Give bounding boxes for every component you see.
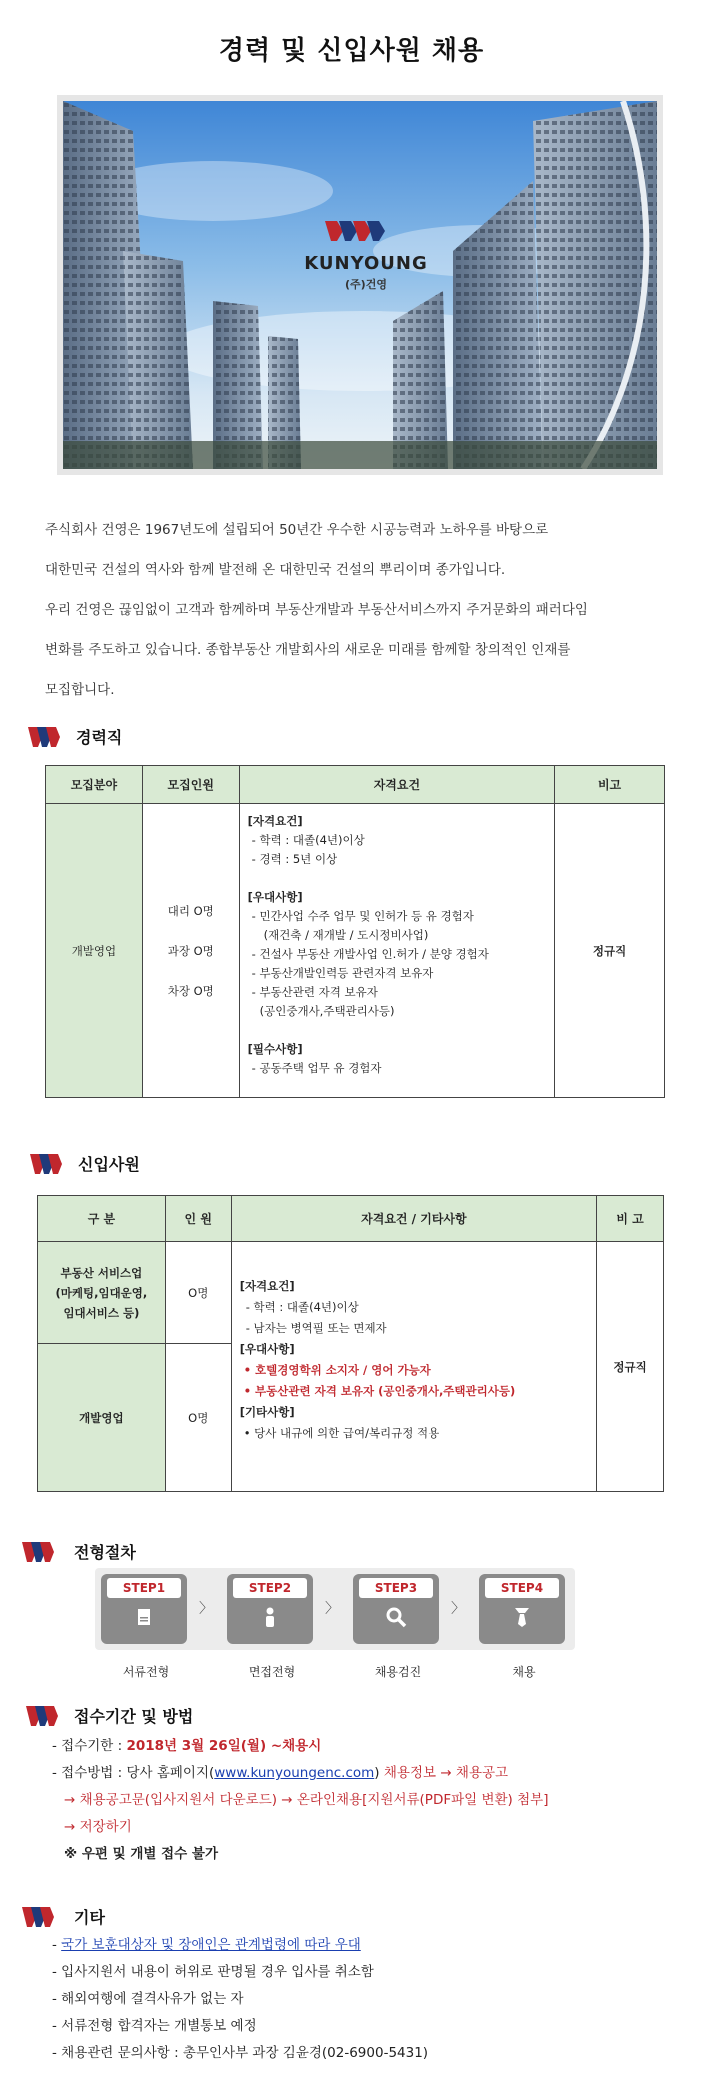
- list-item: - 서류전형 합격자는 개별통보 예정: [52, 2018, 257, 2034]
- count-line: 차장 O명: [167, 983, 214, 998]
- intro-line: 주식회사 건영은 1967년도에 설립되어 50년간 우수한 시공능력과 노하우를 바탕으로: [45, 522, 549, 538]
- step-card-3: [353, 1574, 439, 1644]
- req-item: (재건축 / 재개발 / 도시정비사업): [263, 928, 429, 942]
- table-header: 모집분야: [46, 766, 143, 804]
- logo-block: [63, 249, 663, 292]
- count-line: 과장 O명: [167, 943, 214, 958]
- section-title: 기타: [74, 1908, 105, 1927]
- req-heading: [필수사항]: [247, 1042, 303, 1056]
- apply-method-label: - 접수방법 : 당사 홈페이지(: [52, 1765, 215, 1781]
- count-line: 대리 O명: [167, 903, 214, 918]
- apply-details: [52, 1733, 548, 1868]
- step-card-2: [227, 1574, 313, 1644]
- logo-text: KUNYOUNG: [304, 253, 428, 274]
- career-counts: [142, 804, 239, 1098]
- step-label: 면접전형: [248, 1665, 296, 1679]
- brand-mark-icon: [26, 1706, 64, 1726]
- req-item: - 부동산관련 자격 보유자: [251, 985, 378, 999]
- list-item: - 입사지원서 내용이 허위로 판명될 경우 입사를 취소함: [52, 1964, 374, 1980]
- list-prefix: -: [52, 1937, 62, 1953]
- section-process-heading: [22, 1540, 136, 1563]
- newhire-field-1: 부동산 서비스업 (마케팅,임대운영, 임대서비스 등): [38, 1242, 166, 1344]
- apply-period-value: 2018년 3월 26일(월) ~채용시: [126, 1738, 322, 1754]
- req-heading: [우대사항]: [239, 1342, 295, 1356]
- person-icon: [259, 1606, 281, 1628]
- list-item: [52, 1932, 428, 1959]
- req-heading: [우대사항]: [247, 890, 303, 904]
- apply-method-path-2: → 채용공고문(입사지원서 다운로드) → 온라인채용[지원서류(PDF파일 변환) 첨부]: [64, 1792, 549, 1808]
- tie-icon: [511, 1606, 533, 1628]
- section-title: 신입사원: [78, 1155, 140, 1174]
- list-item: - 채용관련 문의사항 : 총무인사부 과장 김윤경(02-6900-5431): [52, 2045, 429, 2061]
- step-card-1: [101, 1574, 187, 1644]
- intro-line: 우리 건영은 끊임없이 고객과 함께하며 부동산개발과 부동산서비스까지 주거문화의 패러다임: [45, 602, 588, 618]
- step-label: 채용검진: [374, 1665, 422, 1679]
- search-icon: [385, 1606, 407, 1628]
- brand-mark-icon: [22, 1542, 60, 1562]
- req-heading: [자격요건]: [239, 1279, 295, 1293]
- table-row: [38, 1242, 664, 1344]
- career-table: [45, 765, 665, 1098]
- table-header: 자격요건 / 기타사항: [231, 1196, 596, 1242]
- intro-line: 모집합니다.: [45, 682, 115, 698]
- req-item: • 부동산관련 자격 보유자 (공인중개사,주택관리사등): [243, 1384, 516, 1398]
- career-note: 정규직: [555, 804, 665, 1098]
- chevron-right-icon: 〉: [451, 1601, 465, 1617]
- section-career-heading: [28, 725, 122, 748]
- page-title: 경력 및 신입사원 채용: [218, 36, 485, 66]
- intro-line: 변화를 주도하고 있습니다. 종합부동산 개발회사의 새로운 미래를 함께할 창의적인 인재를: [45, 642, 571, 658]
- req-item: • 당사 내규에 의한 급여/복리규정 적용: [243, 1426, 440, 1440]
- table-header: 비 고: [597, 1196, 664, 1242]
- apply-period: [52, 1733, 548, 1760]
- veterans-preference-link[interactable]: 국가 보훈대상자 및 장애인은 관계법령에 따라 우대: [61, 1937, 361, 1953]
- req-item: (공인중개사,주택관리사등): [259, 1004, 395, 1018]
- etc-list: [52, 1932, 428, 2067]
- section-newhire-heading: [30, 1152, 140, 1175]
- list-item: - 해외여행에 결격사유가 없는 자: [52, 1991, 244, 2007]
- req-item: - 공동주택 업무 유 경험자: [251, 1061, 382, 1075]
- req-item: - 남자는 병역필 또는 면제자: [245, 1321, 387, 1335]
- req-item: - 민간사업 수주 업무 및 인허가 등 유 경험자: [251, 909, 474, 923]
- process-steps: [95, 1568, 575, 1650]
- table-header: 자격요건: [239, 766, 554, 804]
- newhire-requirements: [231, 1242, 596, 1492]
- table-header-row: [38, 1196, 664, 1242]
- newhire-table: [37, 1195, 664, 1492]
- req-item: - 학력 : 대졸(4년)이상: [245, 1300, 359, 1314]
- req-item: - 건설사 부동산 개발사업 인.허가 / 분양 경험자: [251, 947, 489, 961]
- chevron-right-icon: 〉: [325, 1601, 339, 1617]
- apply-method-path-1: 채용정보 → 채용공고: [379, 1765, 509, 1781]
- apply-period-label: - 접수기한 :: [52, 1738, 127, 1754]
- step-tag: STEP1: [107, 1578, 181, 1598]
- career-requirements: [239, 804, 554, 1098]
- table-header-row: [46, 766, 665, 804]
- req-heading: [자격요건]: [247, 814, 303, 828]
- hero-image: [57, 95, 663, 475]
- step-tag: STEP3: [359, 1578, 433, 1598]
- newhire-count-1: O명: [165, 1242, 231, 1344]
- section-title: 경력직: [76, 728, 123, 747]
- newhire-count-2: O명: [165, 1344, 231, 1492]
- chevron-right-icon: 〉: [199, 1601, 213, 1617]
- apply-method-path-3: → 저장하기: [64, 1819, 132, 1835]
- step-tag: STEP4: [485, 1578, 559, 1598]
- brand-mark-icon: [30, 1154, 68, 1174]
- table-header: 모집인원: [142, 766, 239, 804]
- logo-sub: (주)건영: [345, 278, 387, 291]
- homepage-link[interactable]: www.kunyoungenc.com: [214, 1765, 375, 1781]
- newhire-note: 정규직: [597, 1242, 664, 1492]
- step-label: 서류전형: [122, 1665, 170, 1679]
- req-item: - 경력 : 5년 이상: [251, 852, 338, 866]
- document-icon: [133, 1606, 155, 1628]
- req-item: - 부동산개발인력등 관련자격 보유자: [251, 966, 434, 980]
- section-apply-heading: [26, 1704, 193, 1727]
- intro-text: [45, 510, 665, 710]
- brand-mark-icon: [28, 727, 66, 747]
- section-title: 전형절차: [74, 1543, 136, 1562]
- req-heading: [기타사항]: [239, 1405, 295, 1419]
- step-tag: STEP2: [233, 1578, 307, 1598]
- table-header: 인 원: [165, 1196, 231, 1242]
- newhire-field-2: 개발영업: [38, 1344, 166, 1492]
- step-label: 채용: [512, 1665, 536, 1679]
- section-title: 접수기간 및 방법: [74, 1707, 194, 1726]
- intro-line: 대한민국 건설의 역사와 함께 발전해 온 대한민국 건설의 뿌리이며 종가입니다.: [45, 562, 506, 578]
- apply-method: [52, 1760, 548, 1787]
- req-item: - 학력 : 대졸(4년)이상: [251, 833, 365, 847]
- apply-method-close: ): [374, 1765, 380, 1781]
- table-header: 구 분: [38, 1196, 166, 1242]
- brand-mark-icon: [22, 1907, 60, 1927]
- table-header: 비고: [555, 766, 665, 804]
- table-row: [46, 804, 665, 1098]
- req-item: • 호텔경영학위 소지자 / 영어 가능자: [243, 1363, 431, 1377]
- step-card-4: [479, 1574, 565, 1644]
- apply-note: ※ 우편 및 개별 접수 불가: [64, 1846, 218, 1862]
- career-field: 개발영업: [46, 804, 143, 1098]
- section-etc-heading: [22, 1905, 105, 1928]
